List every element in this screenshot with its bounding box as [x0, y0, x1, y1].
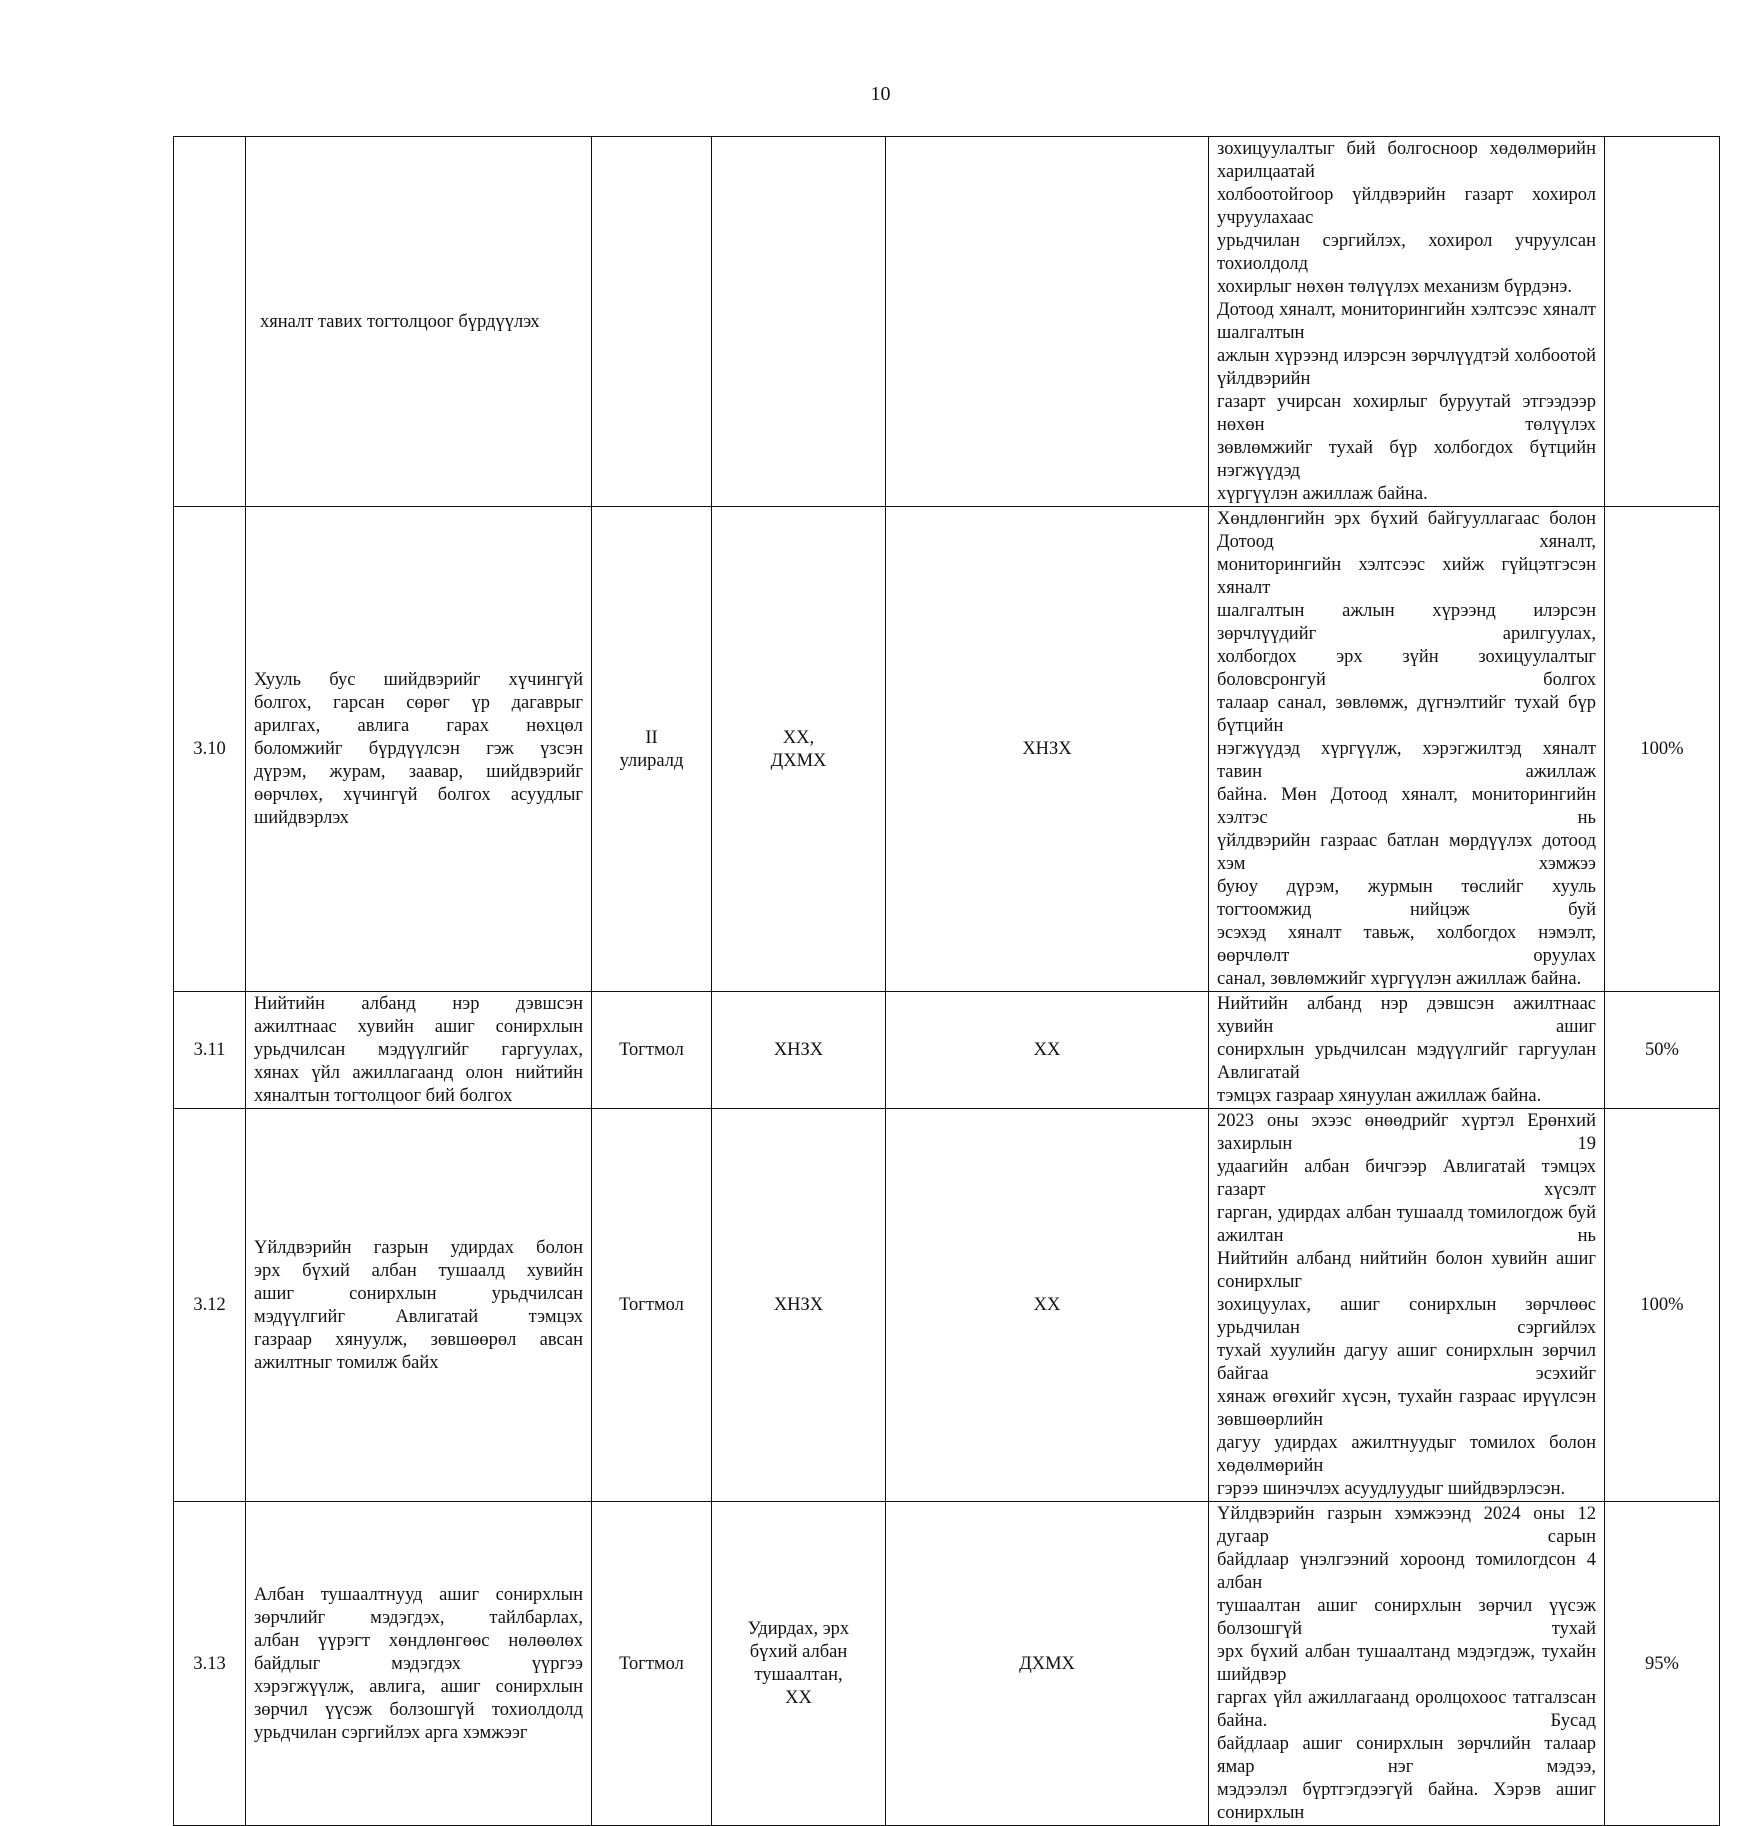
implementation-result — [1209, 1502, 1605, 1826]
participating-unit-line: ХХ — [1033, 1295, 1061, 1315]
timeline-line: Тогтмол — [619, 1653, 684, 1674]
implementation-result-line: мониторингийн хэлтсээс хийж гүйцэтгэсэн хяналт — [1217, 555, 1596, 598]
participating-unit — [886, 992, 1209, 1109]
item-number: 3.13 — [174, 1502, 246, 1826]
task-description-line: ажилтнаас хувийн ашиг сонирхлын — [254, 1017, 583, 1037]
implementation-result-line: шалгалтын ажлын хүрээнд илэрсэн зөрчлүүдийг арилгуулах, — [1217, 601, 1596, 644]
task-description-line: өөрчлөх, хүчингүй болгох асуудлыг — [254, 785, 583, 805]
timeline-line: II — [645, 727, 658, 748]
responsible-unit-line: ХХ, — [782, 727, 815, 748]
completion-percent: 95% — [1605, 1502, 1720, 1826]
implementation-result-line: Нийтийн албанд нэр дэвшсэн ажилтнаас хувийн ашиг — [1217, 994, 1596, 1037]
timeline — [592, 992, 712, 1109]
item-number — [174, 137, 246, 507]
responsible-unit-line: ХНЗХ — [773, 1295, 824, 1315]
task-description-line: байдлыг мэдэгдэх үүргээ — [254, 1653, 583, 1674]
task-description-line: Үйлдвэрийн газрын удирдах болон — [254, 1237, 583, 1258]
implementation-result-line: удаагийн албан бичгээр Авлигатай тэмцэх газарт хүсэлт — [1217, 1157, 1596, 1200]
implementation-result-line: газарт учирсан хохирлыг буруутай этгээдээр нөхөн төлүүлэх — [1217, 392, 1596, 435]
table-row — [174, 1109, 1720, 1502]
task-description-line: зөрчлийг мэдэгдэх, тайлбарлах, — [254, 1607, 583, 1628]
implementation-result-line: эрх бүхий албан тушаалтанд мэдэгдэж, тухайн шийдвэр — [1217, 1642, 1596, 1685]
task-description-line: Нийтийн албанд нэр дэвшсэн — [254, 994, 583, 1014]
implementation-result-line: Нийтийн албанд нийтийн болон хувийн ашиг сонирхлыг — [1217, 1249, 1596, 1292]
implementation-result-line: тушаалтан ашиг сонирхлын зөрчил үүсэж болзошгүй тухай — [1217, 1596, 1596, 1639]
implementation-result-line: байдлаар үнэлгээний хороонд томилогдсон 4 албан — [1217, 1550, 1596, 1593]
table-row — [174, 137, 1720, 507]
implementation-result-line: хянаж өгөхийг хүсэн, тухайн газраас ирүүлсэн зөвшөөрлийн — [1217, 1387, 1596, 1430]
task-description-line: эрх бүхий албан тушаалд хувийн — [254, 1260, 583, 1281]
task-description-line: хянах үйл ажиллагаанд олон нийтийн — [254, 1063, 583, 1083]
implementation-result-line: талаар санал, зөвлөмж, дүгнэлтийг тухай бүр бүтцийн — [1217, 693, 1596, 736]
participating-unit-line: ДХМХ — [1019, 1653, 1075, 1674]
participating-unit — [886, 137, 1209, 507]
timeline — [592, 137, 712, 507]
implementation-result-line: эсэхэд хяналт тавьж, холбогдох нэмэлт, өөрчлөлт оруулах — [1217, 923, 1596, 966]
timeline-line: Тогтмол — [619, 1040, 684, 1060]
implementation-result-line: холбогдох эрх зүйн зохицуулалтыг боловсронгуй болгох — [1217, 647, 1596, 690]
task-description-line: Хууль бус шийдвэрийг хүчингүй — [254, 670, 583, 690]
participating-unit — [886, 1109, 1209, 1502]
implementation-result — [1209, 992, 1605, 1109]
responsible-unit-line: ХНЗХ — [773, 1040, 824, 1060]
implementation-result — [1209, 507, 1605, 992]
task-description-line: болгох, гарсан сөрөг үр дагаврыг — [254, 693, 583, 713]
completion-percent: 100% — [1605, 1109, 1720, 1502]
task-description-line: хэрэгжүүлж, авлига, ашиг сонирхлын — [254, 1676, 583, 1697]
task-description-line: албан үүрэгт хөндлөнгөөс нөлөөлөх — [254, 1630, 583, 1651]
table-row — [174, 992, 1720, 1109]
task-description-line: урьдчилан сэргийлэх арга хэмжээг — [254, 1722, 528, 1743]
implementation-result-line: Хөндлөнгийн эрх бүхий байгууллагаас болон Дотоод хяналт, — [1217, 509, 1596, 552]
implementation-result-line: нэгжүүдэд хүргүүлж, хэрэгжилтэд хяналт тавин ажиллаж — [1217, 739, 1596, 782]
participating-unit-line: ХХ — [1033, 1040, 1061, 1060]
task-description-line: ашиг сонирхлын урьдчилсан — [254, 1283, 583, 1304]
task-description-line: шийдвэрлэх — [254, 808, 349, 828]
task-description-line: зөрчил үүсэж болзошгүй тохиолдолд — [254, 1699, 583, 1720]
implementation-result-line: 2023 оны эхээс өнөөдрийг хүртэл Ерөнхий захирлын 19 — [1217, 1111, 1596, 1154]
implementation-result-line: үйлдвэрийн газраас батлан мөрдүүлэх дотоод хэм хэмжээ — [1217, 831, 1596, 874]
task-description-line: ажилтныг томилж байх — [254, 1352, 439, 1373]
responsible-unit — [712, 507, 886, 992]
responsible-unit-line: Удирдах, эрх — [747, 1619, 850, 1639]
implementation-result-line: хохирлыг нөхөн төлүүлэх механизм бүрдэнэ. — [1217, 277, 1572, 297]
task-description-line: боломжийг бүрдүүлсэн гэж үзсэн — [254, 739, 583, 759]
responsible-unit-line: тушаалтан, — [754, 1665, 843, 1685]
timeline-line: Тогтмол — [619, 1295, 684, 1315]
table-row — [174, 507, 1720, 992]
implementation-result-line: мэдээлэл бүртгэгдээгүй байна. Хэрэв ашиг сонирхлын — [1217, 1780, 1596, 1823]
implementation-result-line: сонирхлын урьдчилсан мэдүүлгийг гаргуулан Авлигатай — [1217, 1040, 1596, 1083]
implementation-result — [1209, 1109, 1605, 1502]
task-description-line: дүрэм, журам, заавар, шийдвэрийг — [254, 762, 583, 782]
implementation-result-line: ажлын хүрээнд илэрсэн зөрчлүүдтэй холбоотой үйлдвэрийн — [1217, 346, 1596, 389]
task-description — [246, 992, 592, 1109]
implementation-result-line: буюу дүрэм, журмын төслийг хууль тогтоомжид нийцэж буй — [1217, 877, 1596, 920]
task-description — [246, 1109, 592, 1502]
task-description-line: Албан тушаалтнууд ашиг сонирхлын — [254, 1584, 583, 1605]
completion-percent: 50% — [1605, 992, 1720, 1109]
implementation-result — [1209, 137, 1605, 507]
table-row — [174, 1502, 1720, 1826]
implementation-result-line: байна. Мөн Дотоод хяналт, мониторингийн хэлтэс нь — [1217, 785, 1596, 828]
responsible-unit-line: ДХМХ — [770, 750, 827, 771]
task-description — [246, 1502, 592, 1826]
task-description-line: урьдчилсан мэдүүлгийг гаргуулах, — [254, 1040, 583, 1060]
implementation-result-line: хүргүүлэн ажиллаж байна. — [1217, 484, 1428, 504]
task-description-line: хяналтын тогтолцоог бий болгох — [254, 1086, 513, 1106]
implementation-result-line: санал, зөвлөмжийг хүргүүлэн ажиллаж байна. — [1217, 969, 1582, 989]
task-description-line: хяналт тавих тогтолцоог бүрдүүлэх — [260, 311, 540, 332]
timeline — [592, 507, 712, 992]
responsible-unit — [712, 1502, 886, 1826]
action-plan-table — [173, 136, 1720, 1826]
task-description-line: арилгах, авлига гарах нөхцөл — [254, 716, 583, 736]
implementation-result-line: гарган, удирдах албан тушаалд томилогдож буй ажилтан нь — [1217, 1203, 1596, 1246]
completion-percent: 100% — [1605, 507, 1720, 992]
timeline — [592, 1502, 712, 1826]
implementation-result-line: гаргах үйл ажиллагаанд оролцохоос татгалзсан байна. Бусад — [1217, 1688, 1596, 1731]
implementation-result-line: урьдчилан сэргийлэх, хохирол учруулсан тохиолдолд — [1217, 231, 1596, 274]
task-description — [246, 507, 592, 992]
implementation-result-line: тэмцэх газраар хянуулан ажиллаж байна. — [1217, 1086, 1542, 1106]
implementation-result-line: байдлаар ашиг сонирхлын зөрчлийн талаар ямар нэг мэдээ, — [1217, 1734, 1596, 1777]
implementation-result-line: тухай хуулийн дагуу ашиг сонирхлын зөрчил байгаа эсэхийг — [1217, 1341, 1596, 1384]
responsible-unit-line: бүхий албан — [749, 1642, 848, 1662]
responsible-unit — [712, 992, 886, 1109]
task-description — [246, 137, 592, 507]
participating-unit — [886, 507, 1209, 992]
item-number: 3.11 — [174, 992, 246, 1109]
item-number: 3.12 — [174, 1109, 246, 1502]
implementation-result-line: зохицуулалтыг бий болгосноор хөдөлмөрийн харилцаатай — [1217, 139, 1596, 182]
implementation-result-line: Дотоод хяналт, мониторингийн хэлтсээс хяналт шалгалтын — [1217, 300, 1596, 343]
page-number: 10 — [870, 83, 891, 105]
timeline-line: улиралд — [619, 750, 684, 771]
implementation-result-line: зөвлөмжийг тухай бүр холбогдох бүтцийн нэгжүүдэд — [1217, 438, 1596, 481]
responsible-unit-line: ХХ — [785, 1688, 812, 1708]
participating-unit — [886, 1502, 1209, 1826]
task-description-line: газраар хянуулж, зөвшөөрөл авсан — [254, 1329, 583, 1350]
implementation-result-line: Үйлдвэрийн газрын хэмжээнд 2024 оны 12 дугаар сарын — [1217, 1504, 1596, 1547]
implementation-result-line: дагуу удирдах ажилтнуудыг томилох болон хөдөлмөрийн — [1217, 1433, 1596, 1476]
timeline — [592, 1109, 712, 1502]
task-description-line: мэдүүлгийг Авлигатай тэмцэх — [254, 1306, 583, 1327]
item-number: 3.10 — [174, 507, 246, 992]
responsible-unit — [712, 137, 886, 507]
implementation-result-line: холбоотойгоор үйлдвэрийн газарт хохирол учруулахаас — [1217, 185, 1596, 228]
participating-unit-line: ХНЗХ — [1022, 739, 1072, 759]
implementation-result-line: зохицуулах, ашиг сонирхлын зөрчлөөс урьдчилан сэргийлэх — [1217, 1295, 1596, 1338]
responsible-unit — [712, 1109, 886, 1502]
completion-percent — [1605, 137, 1720, 507]
implementation-result-line: гэрээ шинэчлэх асуудлуудыг шийдвэрлэсэн. — [1217, 1479, 1566, 1499]
